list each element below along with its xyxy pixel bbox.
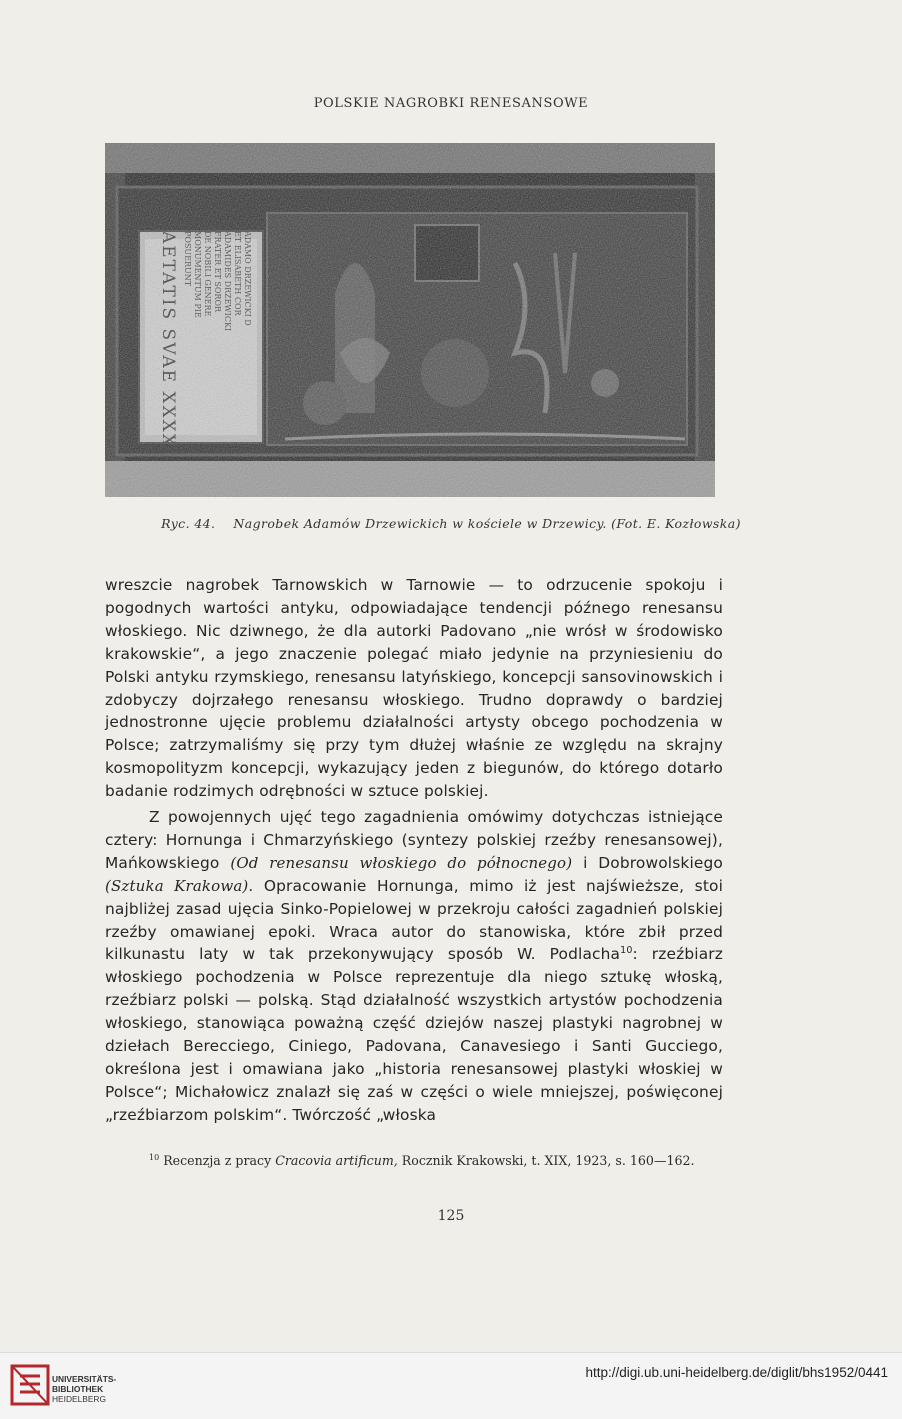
caption-text: Nagrobek Adamów Drzewickich w kościele w Drzewicy. (Fot. E. Kozłowska) [233, 516, 741, 531]
caption-label: Ryc. 44. [161, 516, 216, 531]
library-name-line: BIBLIOTHEK [52, 1384, 104, 1394]
figure-photograph [105, 143, 715, 497]
paragraph-text: Opracowanie Hornunga, mimo iż jest najświeższe, stoi najbliżej zasad ujęcia Sinko-Popielowej w przekroju całości zagadnień polskiej rzeźby omawianej epoki. Wraca autor do stanowiska, które zbił przed kilkunastu laty w tak przekonywujący sposób W. Podlacha [105, 876, 723, 964]
permalink-url[interactable]: http://digi.ub.uni-heidelberg.de/diglit/bhs1952/0441 [585, 1365, 888, 1380]
tombstone-photo [105, 143, 715, 497]
footnote-title: Cracovia artificum, [275, 1153, 398, 1169]
footnote-text: Recenzja z pracy [159, 1153, 276, 1169]
paragraph-text: : rzeźbiarz włoskiego pochodzenia w Polsce reprezentuje dla niego sztukę włoską, rzeźbiarz polski — polską. Stąd działalność wszystkich artystów pochodzenia włoskiego, stanowiąca poważną część dziejów naszej plastyki nagrobnej w dziełach Berecciego, Ciniego, Padovana, Canavesiego i Santi Gucciego, określona jest i omawiana jako „historia renesansowej plastyki włoskiej w Polsce“; Michałowicz znalazł się zaś w części o wiele mniejszej, poświęconej „rzeźbiarzom polskim“. Twórczość „włoska [105, 945, 723, 1124]
paragraph-text: Z powojennych ujęć tego zagadnienia omówimy dotychczas istniejące cztery: Hornunga i Chmarzyńskiego (syntezy polskiej rzeźby renesansowej), Mańkowskiego [105, 808, 723, 872]
library-name-line: UNIVERSITÄTS- [52, 1374, 117, 1384]
body-paragraph-1 [105, 574, 723, 803]
university-logo-icon [10, 1362, 50, 1408]
figure-caption [0, 516, 902, 531]
footnote-number: 10 [149, 1153, 160, 1162]
page-number: 125 [437, 1208, 465, 1224]
footnote [105, 1148, 723, 1170]
paragraph-text: i Dobrowolskiego [572, 853, 723, 872]
paragraph-text: wreszcie nagrobek Tarnowskich w Tarnowie — to odrzucenie spokoju i pogodnych wartości antyku, odpowiadające tendencji późnego renesansu włoskiego. Nic dziwnego, że dla autorki Padovano „nie wrósł w środowisko krakowskie“, a jego znaczenie polegać miało jedynie na przyniesieniu do Polski antyku rzymskiego, renesansu latyńskiego, koncepcji sansovinowskich i zdobyczy dojrzałego renesansu włoskiego. Trudno doprawdy o bardziej jednostronne ujęcie problemu działalności artysty obcego pochodzenia w Polsce; zatrzymaliśmy się przy tym dłużej właśnie ze względu na skrajny kosmopolityzm koncepcji, wykazujący jeden z biegunów, do którego dotarło badanie rodzimych odrębności w sztuce polskiej. [105, 576, 723, 801]
body-paragraph-2 [105, 806, 723, 1127]
library-name-line: HEIDELBERG [52, 1394, 106, 1404]
footnote-text: Rocznik Krakowski, t. XIX, 1923, s. 160—162. [397, 1153, 695, 1169]
italic-title: (Od renesansu włoskiego do północnego) [230, 853, 573, 872]
library-name [52, 1374, 116, 1404]
footnote-ref: 10 [620, 945, 633, 957]
italic-title: (Sztuka Krakowa). [105, 876, 254, 895]
running-head: POLSKIE NAGROBKI RENESANSOWE [313, 96, 589, 111]
viewer-footer [0, 1352, 902, 1419]
